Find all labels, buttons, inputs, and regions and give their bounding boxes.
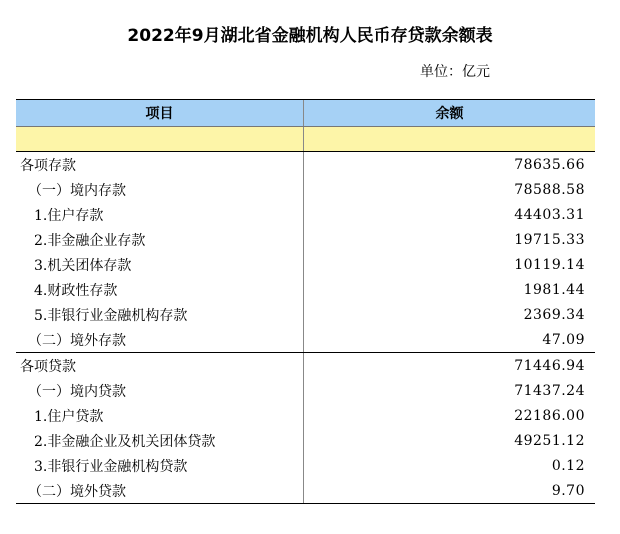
row-value: 49251.12 <box>514 432 585 449</box>
row-label: 1.住户存款 <box>16 202 304 227</box>
row-value: 1981.44 <box>523 281 585 298</box>
row-value: 22186.00 <box>514 407 585 424</box>
row-label: 5.非银行业金融机构存款 <box>16 302 304 327</box>
row-label: （二）境外存款 <box>16 327 304 352</box>
balance-table <box>16 99 595 504</box>
table-group <box>16 152 595 353</box>
row-label: 3.机关团体存款 <box>16 252 304 277</box>
row-label: （一）境内存款 <box>16 177 304 202</box>
row-label: 3.非银行业金融机构贷款 <box>16 453 304 478</box>
table-header <box>16 100 595 127</box>
row-value: 78635.66 <box>514 156 585 173</box>
page-title: 2022年9月湖北省金融机构人民币存贷款余额表 <box>127 26 493 46</box>
row-value: 19715.33 <box>514 231 585 248</box>
table-row <box>16 302 595 327</box>
row-value: 2369.34 <box>523 306 585 323</box>
row-label: 各项贷款 <box>16 353 304 378</box>
row-label: 2.非金融企业及机关团体贷款 <box>16 428 304 453</box>
table-row <box>16 177 595 202</box>
table-row <box>16 403 595 428</box>
table-row <box>16 152 595 177</box>
row-value: 9.70 <box>551 482 585 499</box>
unit-label: 单位：亿元 <box>420 64 490 80</box>
row-label: 1.住户贷款 <box>16 403 304 428</box>
table-row <box>16 428 595 453</box>
table-row <box>16 252 595 277</box>
row-value: 71446.94 <box>514 357 585 374</box>
table-body <box>16 152 595 504</box>
table-group <box>16 353 595 504</box>
header-amount: 余额 <box>435 106 464 122</box>
row-label: 4.财政性存款 <box>16 277 304 302</box>
row-value: 10119.14 <box>514 256 585 273</box>
table-row <box>16 277 595 302</box>
table-row <box>16 227 595 252</box>
row-value: 78588.58 <box>514 181 585 198</box>
table-row <box>16 453 595 478</box>
table-row <box>16 202 595 227</box>
row-value: 47.09 <box>542 331 585 348</box>
row-value: 71437.24 <box>514 382 585 399</box>
header-item: 项目 <box>16 100 304 126</box>
row-label: 各项存款 <box>16 152 304 177</box>
row-label: 2.非金融企业存款 <box>16 227 304 252</box>
row-label: （二）境外贷款 <box>16 478 304 503</box>
table-row <box>16 378 595 403</box>
table-row <box>16 353 595 378</box>
header-band <box>16 127 595 152</box>
row-label: （一）境内贷款 <box>16 378 304 403</box>
row-value: 0.12 <box>551 457 585 474</box>
table-row <box>16 478 595 503</box>
table-row <box>16 327 595 352</box>
row-value: 44403.31 <box>514 206 585 223</box>
